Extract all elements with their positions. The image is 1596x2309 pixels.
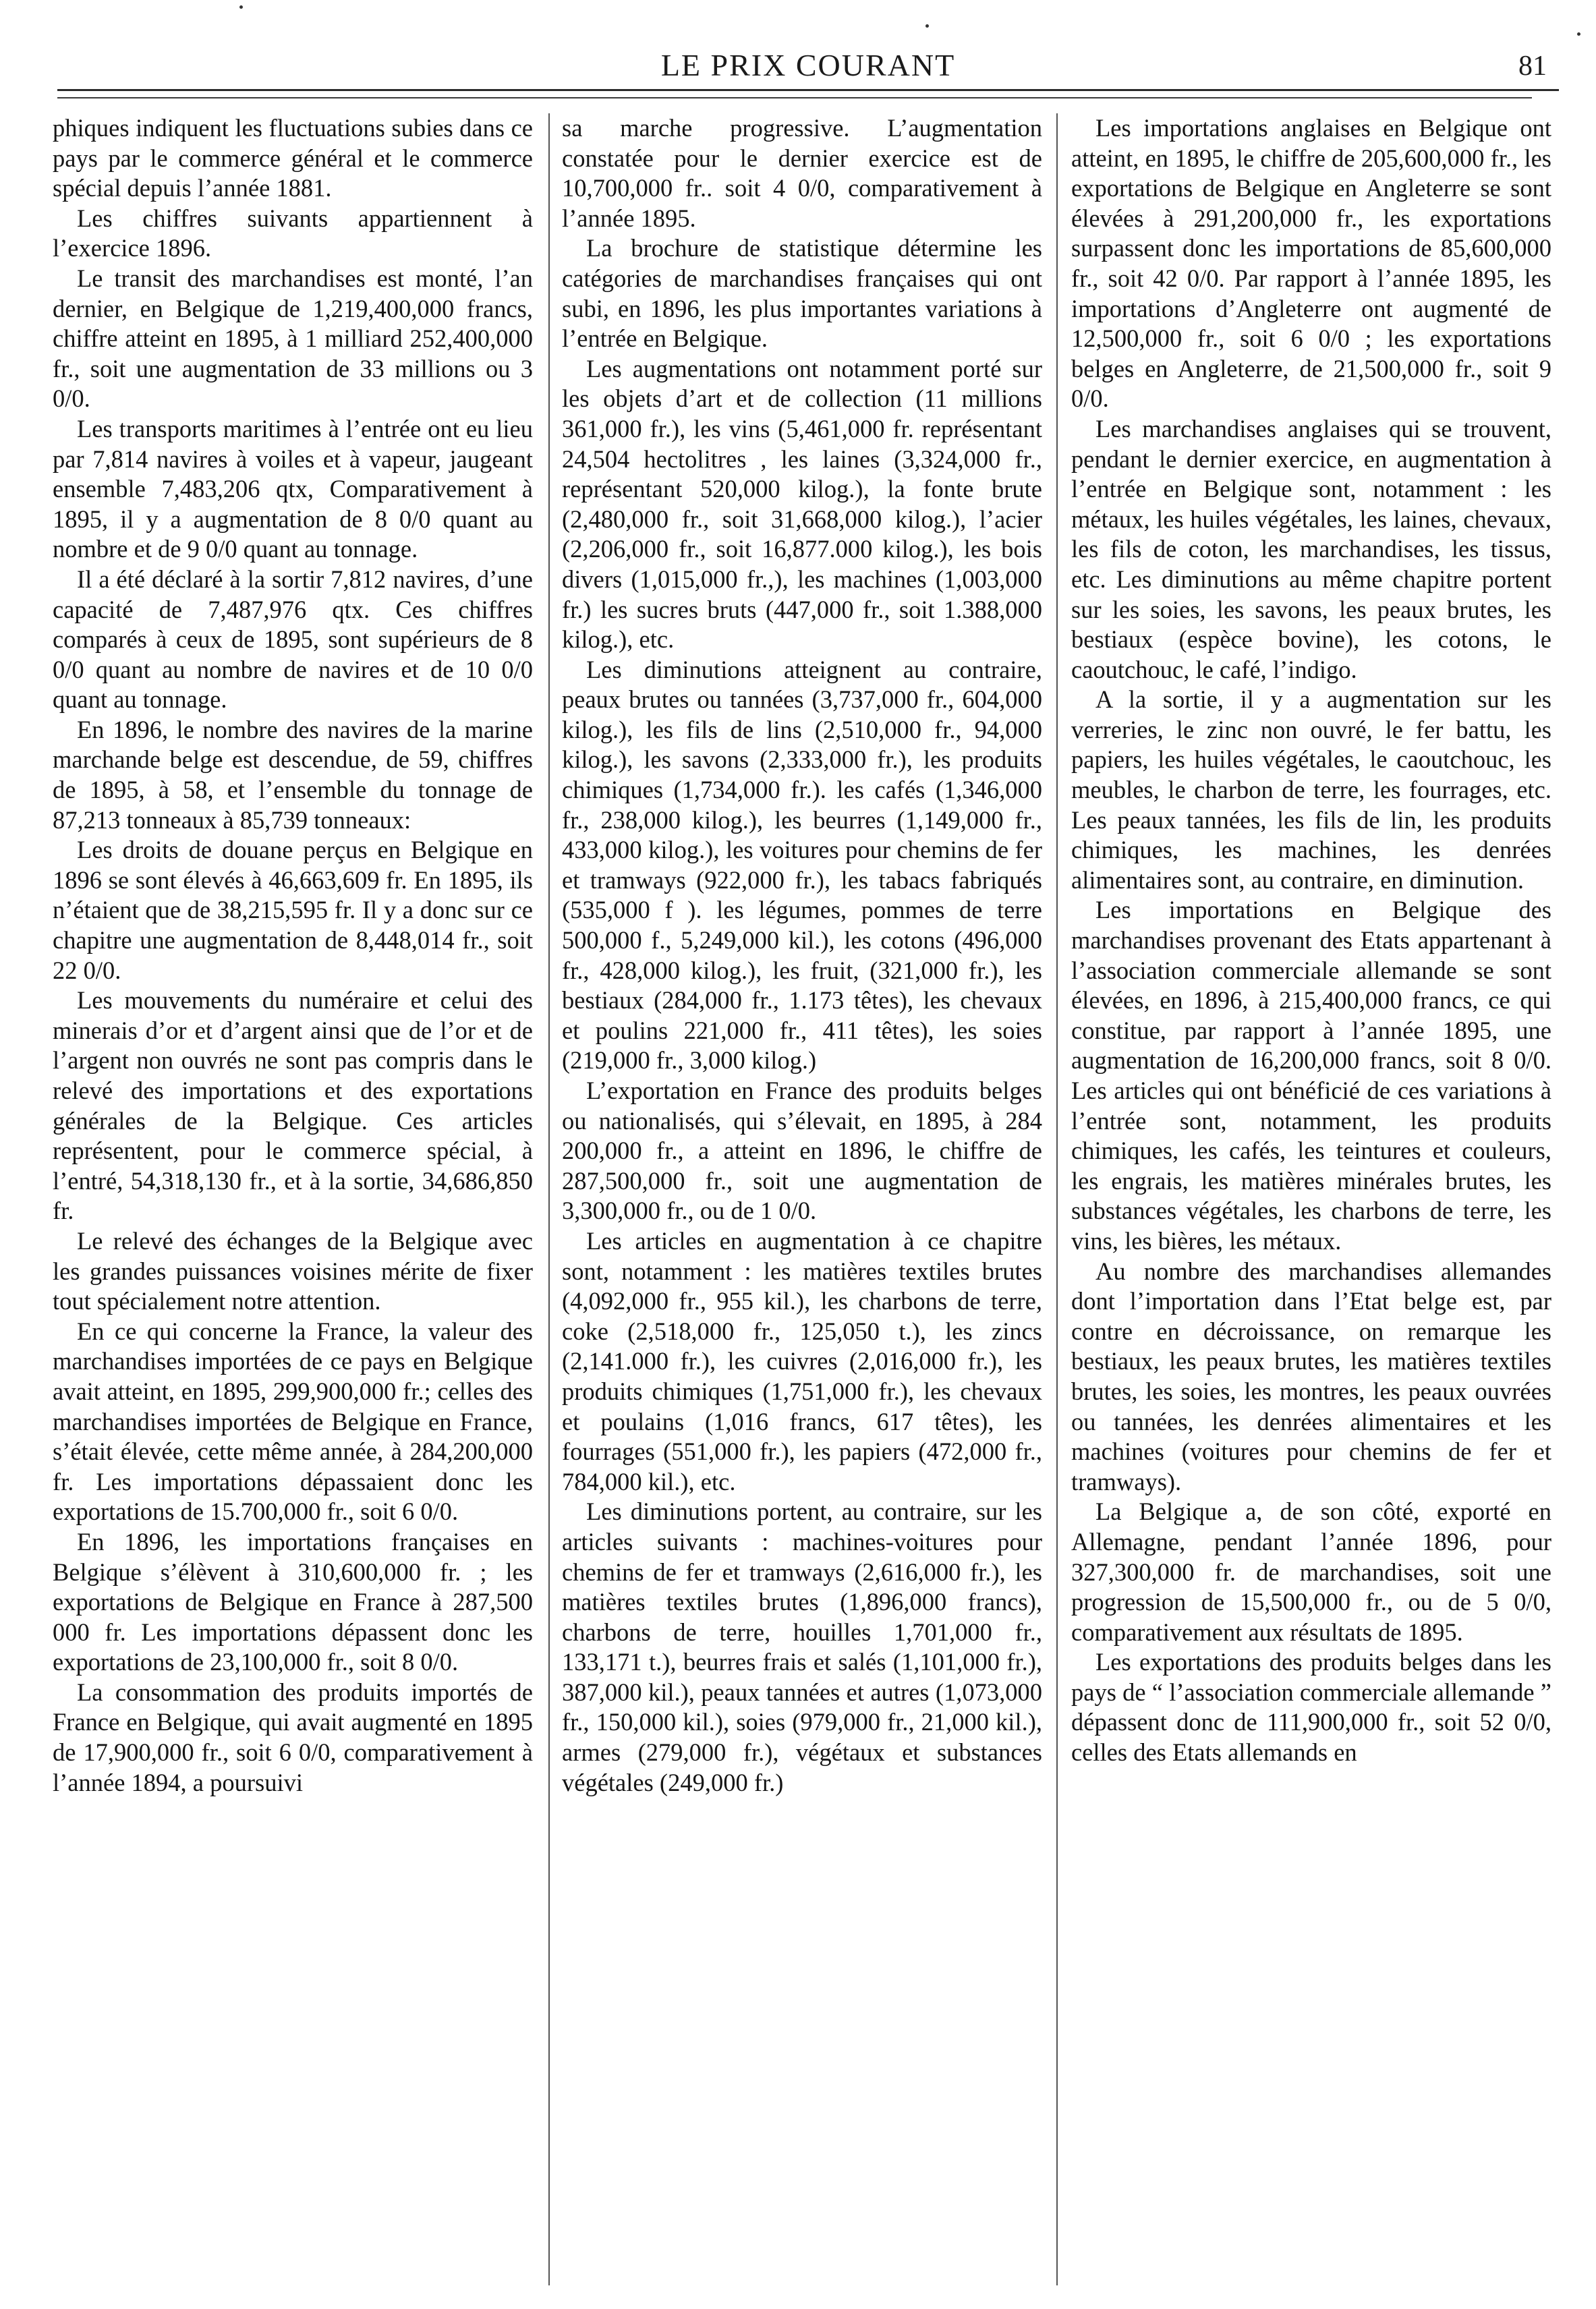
journal-title: LE PRIX COURANT: [660, 48, 956, 82]
paragraph: La consommation des produits importés de France en Belgique, qui avait augmenté en 1895 de 17,900,000 fr., soit 6 0/0, comparativement à l’année 1894, a poursuivi: [53, 1678, 533, 1796]
paragraph: Les exportations des produits belges dans les pays de “ l’association commerciale allemande ” dépassent donc de 111,900,000 fr., soit 52 0/0, celles des Etats allemands en: [1071, 1648, 1551, 1767]
running-head: [57, 42, 1559, 89]
paragraph: En 1896, le nombre des navires de la marine marchande belge est descendue, de 59, chiffres de 1895, à 58, et l’ensemble du tonnage de 87,213 tonneaux à 85,739 tonneaux:: [53, 715, 533, 834]
header-rule-secondary: [57, 97, 1532, 98]
paragraph: Les articles en augmentation à ce chapitre sont, notamment : les matières textiles brutes (4,092,000 fr., 955 kil.), les charbons de terre, coke (2,518,000 fr., 125,050 t.), les zincs (2,141.000 fr.), les cuivres (2,016,000 fr.), les produits chimiques (1,751,000 fr.), les chevaux et poulains (1,016 francs, 617 têtes), les fourrages (551,000 fr.), les papiers (472,000 fr., 784,000 kil.), etc.: [562, 1226, 1042, 1495]
paragraph: Les transports maritimes à l’entrée ont eu lieu par 7,814 navires à voiles et à vapeur, jaugeant ensemble 7,483,206 qtx, Comparativement à 1895, il y a augmentation de 8 0/0 quant au nombre et de 9 0/0 quant au tonnage.: [53, 414, 533, 563]
column-right: [1071, 113, 1551, 2285]
paragraph: Les marchandises anglaises qui se trouvent, pendant le dernier exercice, en augmentation à l’entrée en Belgique sont, notamment : les métaux, les huiles végétales, les laines, chevaux, les fils de coton, les marchandises, les tissus, etc. Les diminutions au même chapitre portent sur les soies, les savons, les peaux brutes, les bestiaux (espèce bovine), les cotons, le caoutchouc, le café, l’indigo.: [1071, 414, 1551, 683]
page-number: 81: [1518, 51, 1547, 82]
column-divider: [548, 113, 550, 2285]
paragraph: La brochure de statistique détermine les catégories de marchandises françaises qui ont subi, en 1896, les plus importantes variations à l’entrée en Belgique.: [562, 234, 1042, 353]
paragraph: Les augmentations ont notamment porté sur les objets d’art et de collection (11 millions 361,000 fr.), les vins (5,461,000 fr. représentant 24,504 hectolitres , les laines (3,324,000 fr., représentant 520,000 kilog.), la fonte brute (2,480,000 fr., soit 31,668,000 kilog.), l’acier (2,206,000 fr., soit 16,877.000 kilog.), les bois divers (1,015,000 fr.,), les machines (1,003,000 fr.) les sucres bruts (447,000 fr., soit 1.388,000 kilog.), etc.: [562, 354, 1042, 654]
paragraph: L’exportation en France des produits belges ou nationalisés, qui s’élevait, en 1895, à 284 200,000 fr., a atteint en 1896, le chiffre de 287,500,000 fr., soit une augmentation de 3,300,000 fr., ou de 1 0/0.: [562, 1077, 1042, 1225]
paragraph: phiques indiquent les fluctuations subies dans ce pays par le commerce général et le commerce spécial depuis l’année 1881.: [53, 114, 533, 202]
column-middle: [562, 113, 1042, 2285]
paragraph: Il a été déclaré à la sortir 7,812 navires, d’une capacité de 7,487,976 qtx. Ces chiffres comparés à ceux de 1895, sont supérieurs de 8 0/0 quant au nombre de navires et de 10 0/0 quant au tonnage.: [53, 565, 533, 714]
print-speck: [1577, 32, 1580, 36]
paragraph: sa marche progressive. L’augmentation constatée pour le dernier exercice est de 10,700,000 fr.. soit 4 0/0, comparativement à l’année 1895.: [562, 114, 1042, 232]
paragraph: A la sortie, il y a augmentation sur les verreries, le zinc non ouvré, le fer battu, les papiers, les huiles végétales, le caoutchouc, les meubles, le charbon de terre, les fourrages, etc. Les peaux tannées, les fils de lin, les produits chimiques, les machines, les denrées alimentaires sont, au contraire, en diminution.: [1071, 685, 1551, 894]
paragraph: Les importations en Belgique des marchandises provenant des Etats appartenant à l’association commerciale allemande se sont élevées, en 1896, à 215,400,000 francs, ce qui constitue, par rapport à l’année 1895, une augmentation de 16,200,000 francs, soit 8 0/0. Les articles qui ont bénéficié de ces variations à l’entrée sont, notamment, les produits chimiques, les cafés, les teintures et couleurs, les engrais, les matières minérales brutes, les substances végétales, les charbons de terre, les vins, les bières, les métaux.: [1071, 896, 1551, 1255]
paragraph: En ce qui concerne la France, la valeur des marchandises importées de ce pays en Belgique avait atteint, en 1895, 299,900,000 fr.; celles des marchandises importées de Belgique en France, s’était élevée, cette même année, à 284,200,000 fr. Les importations dépassaient donc les exportations de 15.700,000 fr., soit 6 0/0.: [53, 1317, 533, 1526]
print-speck: [925, 24, 929, 28]
paragraph: Le transit des marchandises est monté, l’an dernier, en Belgique de 1,219,400,000 francs, chiffre atteint en 1895, à 1 milliard 252,400,000 fr., soit une augmentation de 33 millions ou 3 0/0.: [53, 264, 533, 413]
paragraph: La Belgique a, de son côté, exporté en Allemagne, pendant l’année 1896, pour 327,300,000 fr. de marchandises, soit une progression de 15,500,000 fr., ou de 5 0/0, comparativement aux résultats de 1895.: [1071, 1498, 1551, 1646]
paragraph: Au nombre des marchandises allemandes dont l’importation dans l’Etat belge est, par contre en décroissance, on remarque les bestiaux, les peaux brutes, les matières textiles brutes, les soies, les montres, les peaux ouvrées ou tannées, les denrées alimentaires et les machines (voitures pour chemins de fer et tramways).: [1071, 1257, 1551, 1495]
paragraph: Les diminutions portent, au contraire, sur les articles suivants : machines-voitures pour chemins de fer et tramways (2,616,000 fr.), les matières textiles brutes (1,896,000 francs), charbons de terre, houilles 1,701,000 fr., 133,171 t.), beurres frais et salés (1,101,000 fr.), 387,000 kil.), peaux tannées et autres (1,073,000 fr., 150,000 kil.), soies (979,000 fr., 21,000 kil.), armes (279,000 fr.), végétaux et substances végétales (249,000 fr.): [562, 1498, 1042, 1796]
paragraph: Les diminutions atteignent au contraire, peaux brutes ou tannées (3,737,000 fr., 604,000 kilog.), les fils de lins (2,510,000 fr., 94,000 kilog.), les savons (2,333,000 fr.), les produits chimiques (1,734,000 fr.). les cafés (1,346,000 fr., 238,000 kilog.), les beurres (1,149,000 fr., 433,000 kilog.), les voitures pour chemins de fer et tramways (922,000 fr.), les tabacs fabriqués (535,000 f ). les légumes, pommes de terre 500,000 f., 5,249,000 kil.), les cotons (496,000 fr., 428,000 kilog.), les fruit, (321,000 fr.), les bestiaux (284,000 fr., 1.173 têtes), les chevaux et poulins 221,000 fr., 411 têtes), les soies (219,000 fr., 3,000 kilog.): [562, 655, 1042, 1075]
paragraph: En 1896, les importations françaises en Belgique s’élèvent à 310,600,000 fr. ; les exportations de Belgique en France à 287,500 000 fr. Les importations dépassent donc les exportations de 23,100,000 fr., soit 8 0/0.: [53, 1527, 533, 1676]
paragraph: Les chiffres suivants appartiennent à l’exercice 1896.: [53, 204, 533, 262]
print-speck: [239, 5, 243, 9]
header-rule: [57, 89, 1559, 91]
text-columns: [53, 113, 1550, 2279]
paragraph: Les importations anglaises en Belgique ont atteint, en 1895, le chiffre de 205,600,000 fr., les exportations de Belgique en Angleterre se sont élevées à 291,200,000 fr., les exportations surpassent donc les importations de 85,600,000 fr., soit 42 0/0. Par rapport à l’année 1895, les importations d’Angleterre ont augmenté de 12,500,000 fr., soit 6 0/0 ; les exportations belges en Angleterre, de 21,500,000 fr., soit 9 0/0.: [1071, 114, 1551, 413]
paragraph: Le relevé des échanges de la Belgique avec les grandes puissances voisines mérite de fixer tout spécialement notre attention.: [53, 1226, 533, 1315]
paragraph: Les mouvements du numéraire et celui des minerais d’or et d’argent ainsi que de l’or et de l’argent non ouvrés ne sont pas compris dans le relevé des importations et des exportations générales de la Belgique. Ces articles représentent, pour le commerce spécial, à l’entré, 54,318,130 fr., et à la sortie, 34,686,850 fr.: [53, 986, 533, 1225]
column-divider: [1056, 113, 1058, 2285]
paragraph: Les droits de douane perçus en Belgique en 1896 se sont élevés à 46,663,609 fr. En 1895, ils n’étaient que de 38,215,595 fr. Il y a donc sur ce chapitre une augmentation de 8,448,014 fr., soit 22 0/0.: [53, 836, 533, 984]
column-left: [53, 113, 533, 2285]
